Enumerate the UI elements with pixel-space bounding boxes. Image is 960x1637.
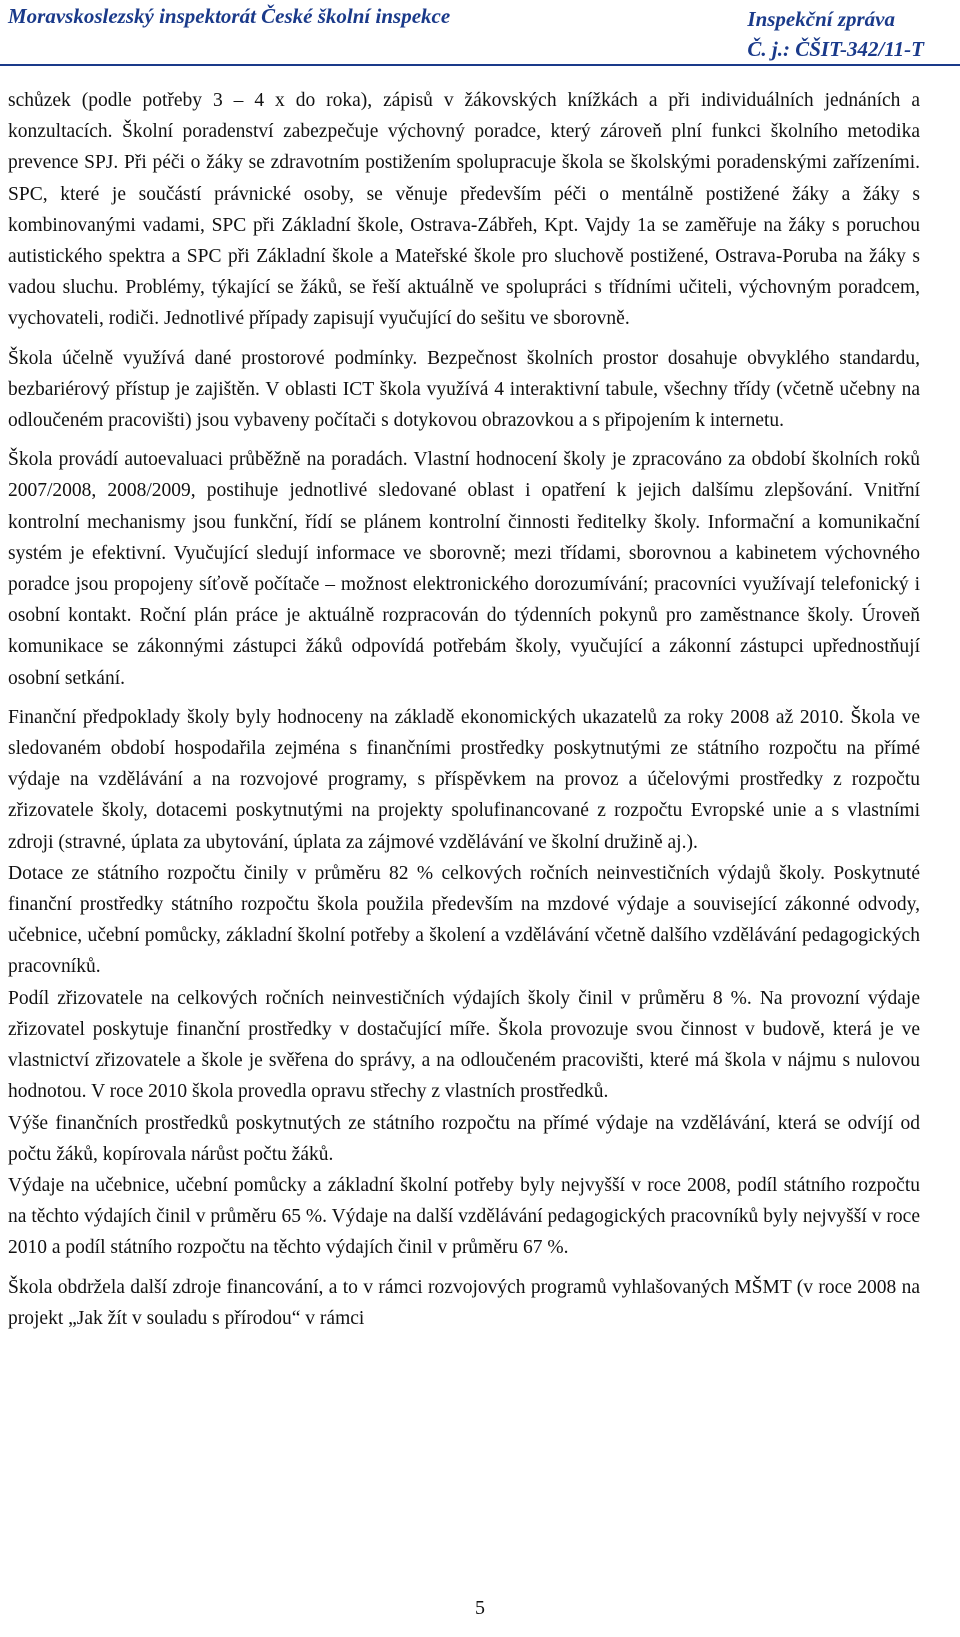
header-reference-number: Č. j.: ČŠIT-342/11-T <box>747 37 924 61</box>
paragraph: Dotace ze státního rozpočtu činily v průměru 82 % celkových ročních neinvestičních výdajů školy. Poskytnuté finanční prostředky státního rozpočtu škola použila především na mzdové výdaje a související zákonné odvody, učebnice, učební pomůcky, základní školní potřeby a školení a vzdělávání včetně dalšího vzdělávání pedagogických pracovníků. <box>8 862 920 978</box>
paragraph: Škola obdržela další zdroje financování, a to v rámci rozvojových programů vyhlašovaných MŠMT (v roce 2008 na projekt „Jak žít v souladu s přírodou“ v rámci <box>8 1276 920 1329</box>
page-header <box>0 0 960 66</box>
header-right <box>747 4 924 64</box>
paragraph: Podíl zřizovatele na celkových ročních neinvestičních výdajích školy činil v průměru 8 %. Na provozní výdaje zřizovatel poskytuje finanční prostředky v dostačující míře. Škola provozuje svou činnost v budově, která je ve vlastnictví zřizovatele a škole je svěřena do správy, a na odloučeném pracovišti, které má škola v nájmu s nulovou hodnotou. V roce 2010 škola provedla opravu střechy z vlastních prostředků. <box>8 987 920 1103</box>
page-number: 5 <box>475 1597 485 1619</box>
document-body <box>8 85 920 1334</box>
paragraph: Výše finančních prostředků poskytnutých ze státního rozpočtu na přímé výdaje na vzdělávání, která se odvíjí od počtu žáků, kopírovala nárůst počtu žáků. <box>8 1112 920 1165</box>
paragraph: Finanční předpoklady školy byly hodnoceny na základě ekonomických ukazatelů za roky 2008 až 2010. Škola ve sledovaném období hospodařila zejména s finančními prostředky poskytnutými ze státního rozpočtu na přímé výdaje na vzdělávání a na rozvojové programy, s příspěvkem na provoz a účelovými prostředky z rozpočtu zřizovatele školy, dotacemi poskytnutými na projekty spolufinancované z rozpočtu Evropské unie a s vlastními zdroji (stravné, úplata za ubytování, úplata za zájmové vzdělávání ve školní družině aj.). <box>8 706 920 853</box>
paragraph: schůzek (podle potřeby 3 – 4 x do roka), zápisů v žákovských knížkách a při individuálních jednáních a konzultacích. Školní poradenství zabezpečuje výchovný poradce, který zároveň plní funkci školního metodika prevence SPJ. Při péči o žáky se zdravotním postižením spolupracuje škola se školskými poradenskými zařízeními. SPC, které je součástí právnické osoby, se věnuje především péči o mentálně postižené žáky a žáky s kombinovanými vadami, SPC při Základní škole, Ostrava-Zábřeh, Kpt. Vajdy 1a se zaměřuje na žáky s poruchou autistického spektra a SPC při Základní škole a Mateřské škole pro sluchově postižené, Ostrava-Poruba na žáky s vadou sluchu. Problémy, týkající se žáků, se řeší aktuálně ve spolupráci s třídními učiteli, výchovným poradcem, vychovateli, rodiči. Jednotlivé případy zapisují vyučující do sešitu ve sborovně. <box>8 90 920 330</box>
header-rule <box>0 64 960 66</box>
header-report-title: Inspekční zpráva <box>747 7 896 31</box>
paragraph: Škola účelně využívá dané prostorové podmínky. Bezpečnost školních prostor dosahuje obvyklého standardu, bezbariérový přístup je zajištěn. V oblasti ICT škola využívá 4 interaktivní tabule, všechny třídy (včetně učebny na odloučeném pracovišti) jsou vybaveny počítači s dotykovou obrazovkou a s připojením k internetu. <box>8 347 920 432</box>
header-organization: Moravskoslezský inspektorát České školní inspekce <box>8 4 451 28</box>
paragraph: Škola provádí autoevaluaci průběžně na poradách. Vlastní hodnocení školy je zpracováno za období školních roků 2007/2008, 2008/2009, postihuje jednotlivé sledované oblast i opatření k jejich dalšímu zlepšování. Vnitřní kontrolní mechanismy jsou funkční, řídí se plánem kontrolní činnosti ředitelky školy. Informační a komunikační systém je efektivní. Vyučující sledují informace ve sborovně; mezi třídami, sborovnou a kabinetem výchovného poradce jsou propojeny síťově počítače – možnost elektronického dorozumívání; pracovníci využívají telefonický i osobní kontakt. Roční plán práce je aktuálně rozpracován do týdenních pokynů pro zaměstnance školy. Úroveň komunikace se zákonnými zástupci žáků odpovídá potřebám školy, vyučující a zákonní zástupci upřednostňují osobní setkání. <box>8 449 920 689</box>
paragraph: Výdaje na učebnice, učební pomůcky a základní školní potřeby byly nejvyšší v roce 2008, podíl státního rozpočtu na těchto výdajích činil v průměru 65 %. Výdaje na další vzdělávání pedagogických pracovníků byly nejvyšší v roce 2010 a podíl státního rozpočtu na těchto výdajích činil v průměru 67 %. <box>8 1174 920 1259</box>
